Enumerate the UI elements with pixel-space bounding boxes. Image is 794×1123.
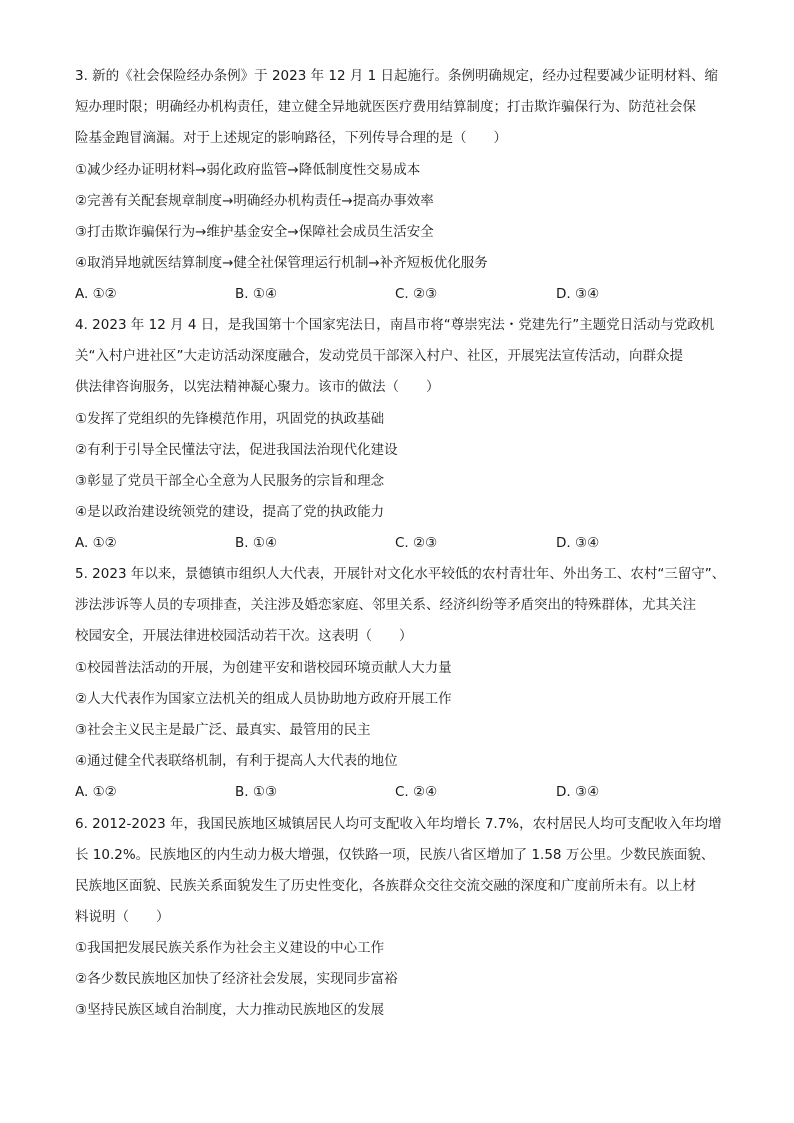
question-3-stem-line-3: 险基金跑冒滴漏。对于上述规定的影响路径，下列传导合理的是（ ） [75, 130, 507, 146]
question-6-stem-line-1: 6. 2012-2023 年，我国民族地区城镇居民人均可支配收入年均增长 7.7%，农村居民人均可支配收入年均增 [75, 816, 722, 832]
question-3-stem-line-1: 3. 新的《社会保险经办条例》于 2023 年 12 月 1 日起施行。条例明确规定，经办过程要减少证明材料、缩 [75, 68, 719, 84]
question-3-options [75, 284, 725, 304]
question-3-item-4: ④取消异地就医结算制度→健全社保管理运行机制→补齐短板优化服务 [75, 255, 488, 271]
question-4-item-2: ②有利于引导全民懂法守法，促进我国法治现代化建设 [75, 442, 398, 458]
question-4-options [75, 533, 725, 553]
question-6-stem-line-2: 长 10.2%。民族地区的内生动力极大增强，仅铁路一项，民族八省区增加了 1.58 万公里。少数民族面貌、 [75, 847, 715, 863]
question-3-stem-line-2: 短办理时限；明确经办机构责任，建立健全异地就医医疗费用结算制度；打击欺诈骗保行为、防范社会保 [75, 99, 696, 115]
question-5-item-4: ④通过健全代表联络机制，有利于提高人大代表的地位 [75, 753, 398, 769]
option-b: B. ①④ [235, 286, 278, 302]
question-6-stem-line-4: 料说明（ ） [75, 909, 170, 925]
option-b: B. ①④ [235, 535, 278, 551]
question-5-item-2: ②人大代表作为国家立法机关的组成人员协助地方政府开展工作 [75, 691, 452, 707]
option-d: D. ③④ [556, 535, 600, 551]
question-3-item-3: ③打击欺诈骗保行为→维护基金安全→保障社会成员生活安全 [75, 224, 434, 240]
option-a: A. ①② [75, 784, 117, 800]
question-6-stem-line-3: 民族地区面貌、民族关系面貌发生了历史性变化，各族群众交往交流交融的深度和广度前所未有。以上材 [75, 878, 696, 894]
question-4-stem-line-3: 供法律咨询服务，以宪法精神凝心聚力。该市的做法（ ） [75, 379, 440, 395]
option-c: C. ②④ [395, 784, 438, 800]
question-4-stem-line-1: 4. 2023 年 12 月 4 日，是我国第十个国家宪法日，南昌市将“尊崇宪法・党建先行”主题党日活动与党政机 [75, 317, 715, 333]
option-c: C. ②③ [395, 286, 438, 302]
option-c: C. ②③ [395, 535, 438, 551]
question-5-options [75, 782, 725, 802]
question-5-stem-line-1: 5. 2023 年以来，景德镇市组织人大代表，开展针对文化水平较低的农村青壮年、外出务工、农村“三留守”、 [75, 566, 726, 582]
question-6-item-1: ①我国把发展民族关系作为社会主义建设的中心工作 [75, 940, 385, 956]
question-5-item-3: ③社会主义民主是最广泛、最真实、最管用的民主 [75, 722, 371, 738]
option-a: A. ①② [75, 535, 117, 551]
question-3-item-1: ①减少经办证明材料→弱化政府监管→降低制度性交易成本 [75, 162, 421, 178]
question-4-item-3: ③彰显了党员干部全心全意为人民服务的宗旨和理念 [75, 473, 385, 489]
question-4-item-4: ④是以政治建设统领党的建设，提高了党的执政能力 [75, 504, 385, 520]
option-b: B. ①③ [235, 784, 278, 800]
question-5-stem-line-3: 校园安全，开展法律进校园活动若干次。这表明（ ） [75, 628, 413, 644]
question-6-item-3: ③坚持民族区域自治制度，大力推动民族地区的发展 [75, 1002, 385, 1018]
question-3-item-2: ②完善有关配套规章制度→明确经办机构责任→提高办事效率 [75, 193, 434, 209]
question-5-item-1: ①校园普法活动的开展，为创建平安和谐校园环境贡献人大力量 [75, 660, 452, 676]
question-5-stem-line-2: 涉法涉诉等人员的专项排查，关注涉及婚恋家庭、邻里关系、经济纠纷等矛盾突出的特殊群体，尤其关注 [75, 597, 696, 613]
option-a: A. ①② [75, 286, 117, 302]
question-4-stem-line-2: 关“入村户进社区”大走访活动深度融合，发动党员干部深入村户、社区，开展宪法宣传活动，向群众提 [75, 348, 683, 364]
question-6-item-2: ②各少数民族地区加快了经济社会发展，实现同步富裕 [75, 971, 398, 987]
question-4-item-1: ①发挥了党组织的先锋模范作用，巩固党的执政基础 [75, 411, 385, 427]
option-d: D. ③④ [556, 784, 600, 800]
option-d: D. ③④ [556, 286, 600, 302]
